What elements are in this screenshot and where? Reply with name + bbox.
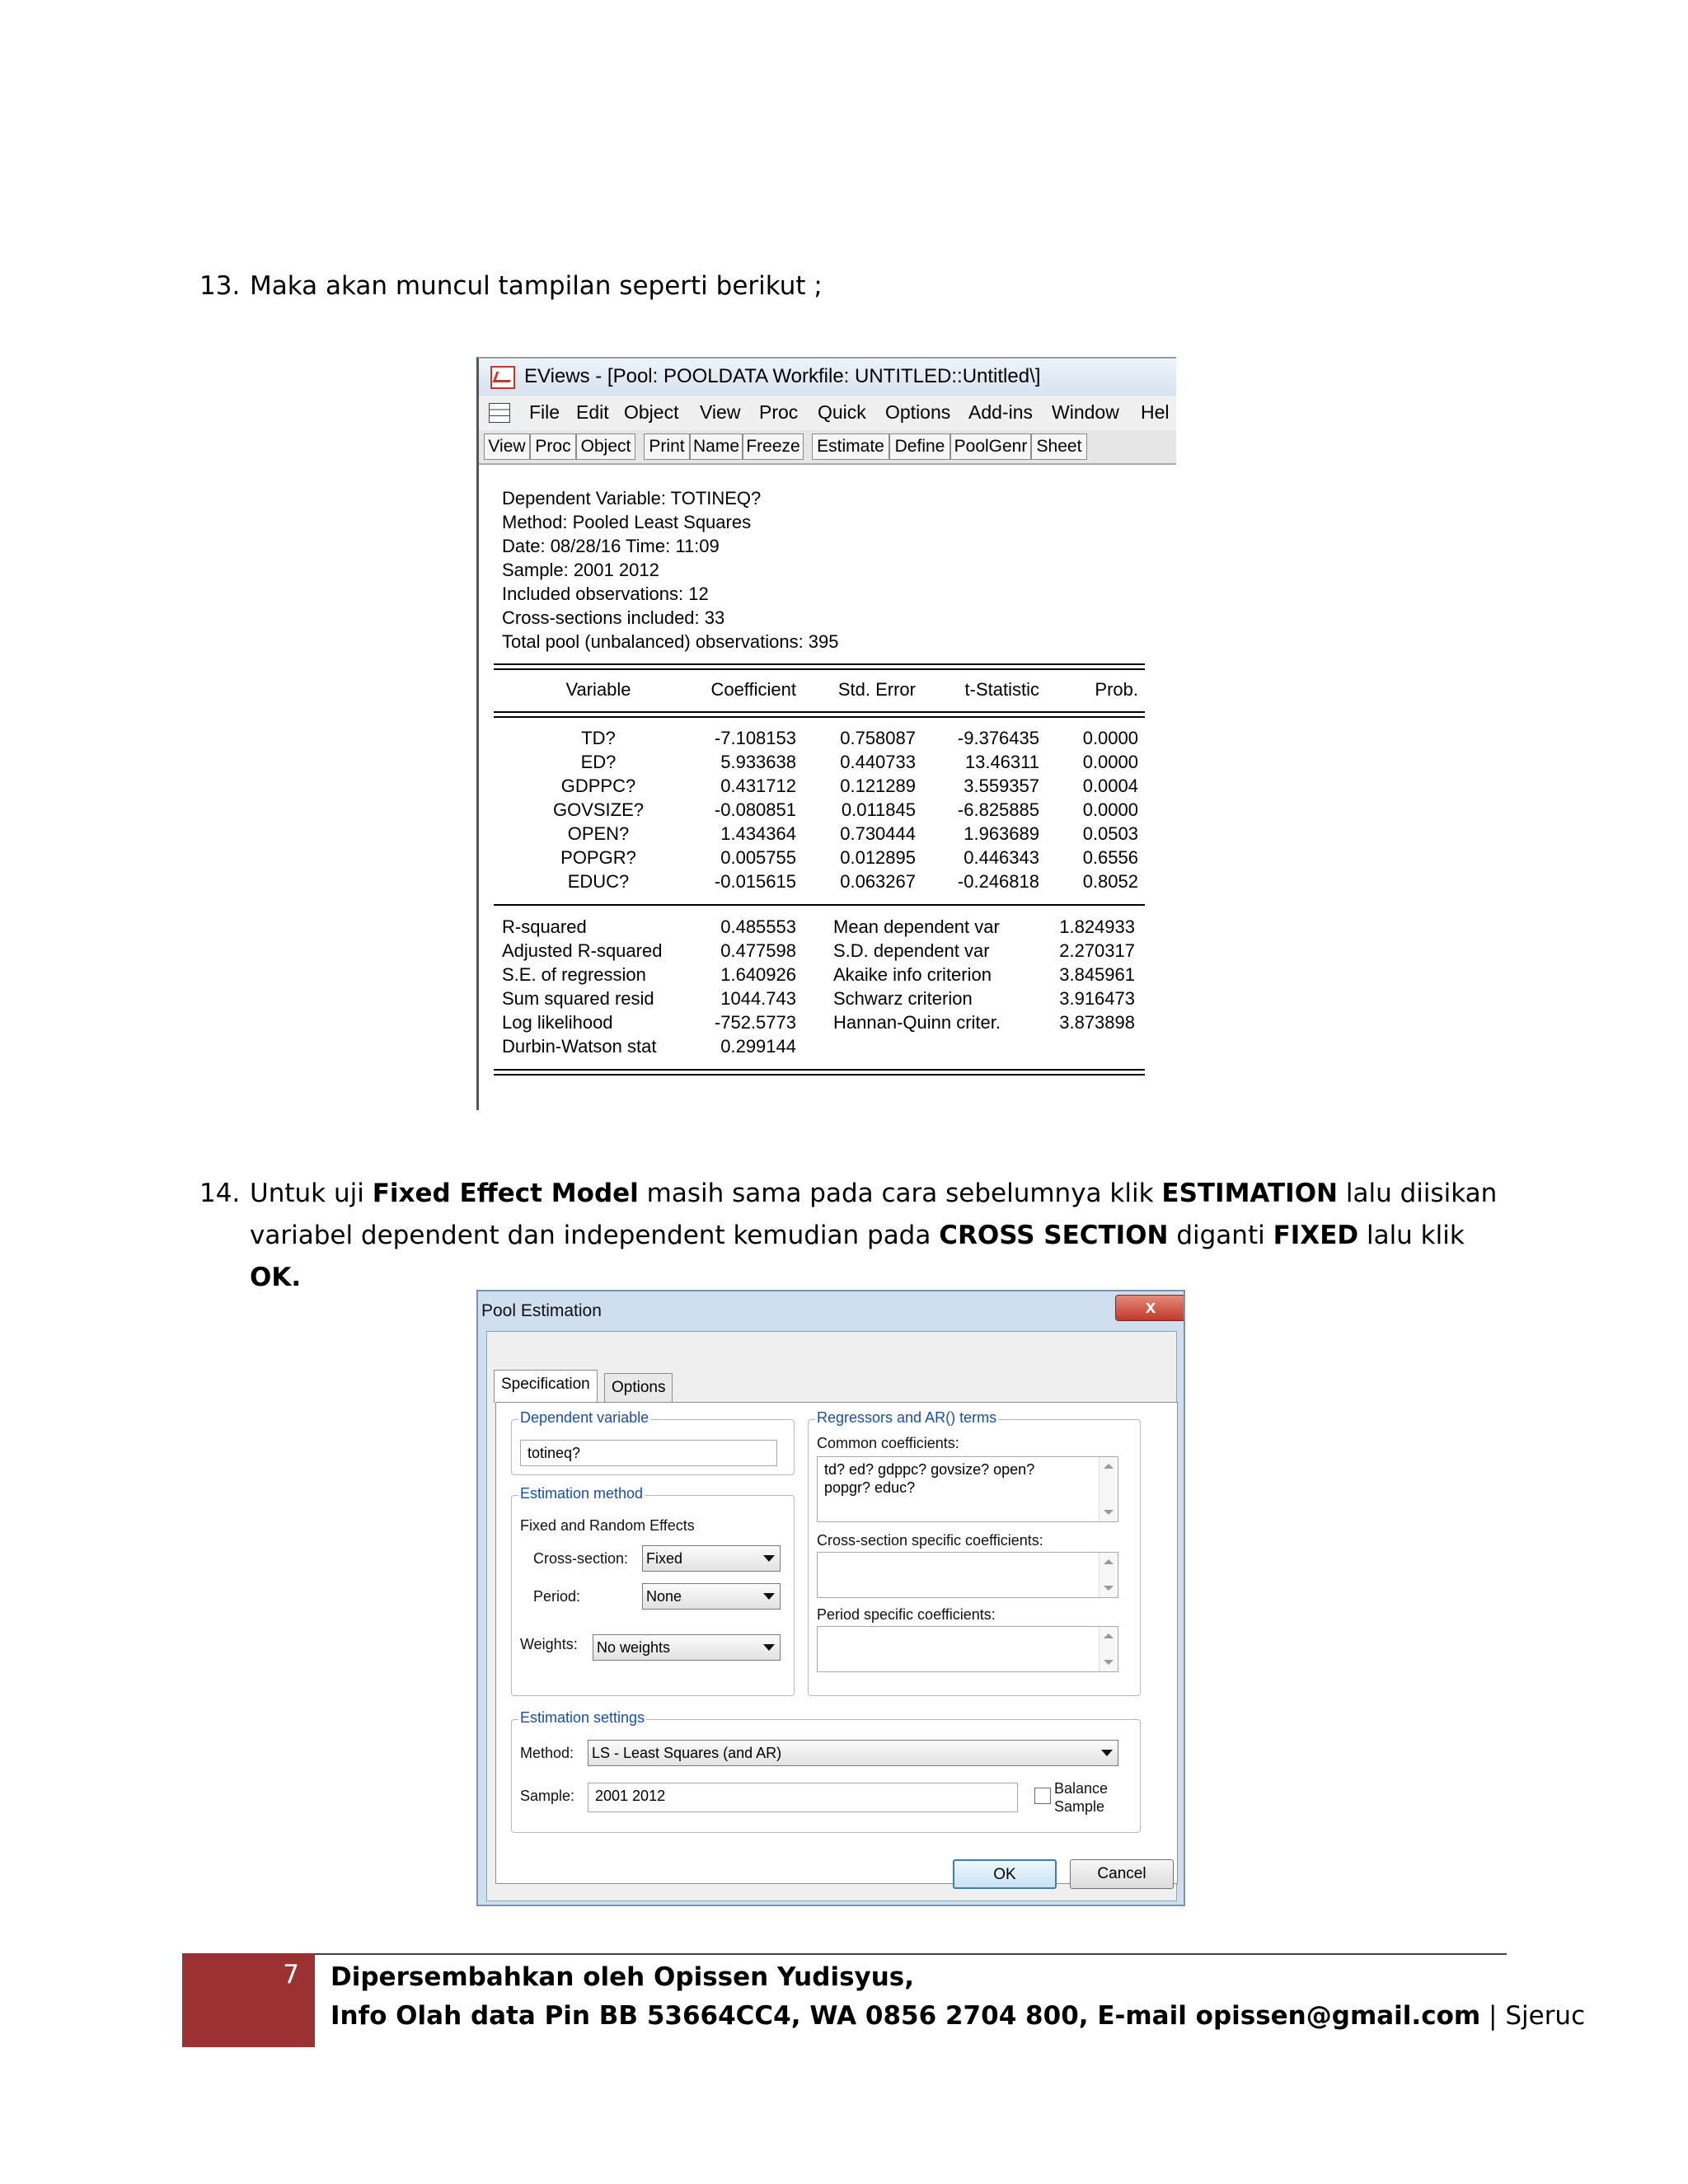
method-select[interactable] [588,1740,1118,1766]
chevron-down-icon [763,1644,775,1651]
table-cell: 0.121289 [840,776,916,796]
table-cell: GDPPC? [560,776,636,796]
stat-label: Durbin-Watson stat [502,1036,657,1057]
output-header-line: Date: 08/28/16 Time: 11:09 [502,536,720,556]
stat-label: S.D. dependent var [833,940,990,961]
common-coefficients-line: td? ed? gdppc? govsize? open? [824,1461,1035,1478]
eviews-toolbar [479,430,1176,465]
table-cell: TD? [581,728,616,748]
stat-value: 1044.743 [720,988,796,1009]
cross-section-select[interactable] [642,1545,781,1572]
table-cell: 0.758087 [840,728,916,748]
window-icon [489,403,510,423]
regressors-group [808,1409,1141,1696]
menu-edit[interactable]: Edit [576,401,609,423]
method-label: Method: [520,1745,574,1761]
table-cell: -0.246818 [957,871,1039,892]
chevron-down-icon [763,1593,775,1600]
stat-value: -752.5773 [714,1012,796,1033]
scrollbar[interactable] [1099,1553,1118,1597]
cross-section-specific-label: Cross-section specific coefficients: [817,1532,1043,1549]
table-cell: OPEN? [567,823,630,844]
menu-window[interactable]: Window [1052,401,1119,423]
cross-section-specific-input[interactable] [817,1552,1118,1598]
estimation-settings-group [511,1709,1141,1833]
toolbar-poolgenr-button[interactable]: PoolGenr [950,434,1031,460]
common-coefficients-line: popgr? educ? [824,1479,916,1496]
table-cell: 0.8052 [1082,871,1138,892]
eviews-menubar [479,396,1176,430]
stat-value: 3.845961 [1059,964,1135,985]
toolbar-estimate-button[interactable]: Estimate [812,434,889,460]
table-cell: -9.376435 [957,728,1039,748]
table-cell: -7.108153 [714,728,796,748]
specification-panel [495,1402,1178,1884]
estimation-method-label: Estimation method [520,1485,644,1502]
toolbar-object-button[interactable]: Object [576,434,635,460]
cross-section-value: Fixed [646,1550,683,1567]
cancel-button[interactable]: Cancel [1070,1859,1174,1889]
column-header-prob: Prob. [1095,679,1138,700]
footer-rule [315,1953,1507,1955]
scroll-up-icon [1104,1559,1114,1564]
stat-label: Schwarz criterion [833,988,973,1009]
dialog-title: Pool Estimation [481,1301,602,1320]
period-specific-input[interactable] [817,1626,1118,1672]
close-icon: x [1145,1296,1156,1317]
dependent-variable-label: Dependent variable [520,1409,649,1426]
method-value: LS - Least Squares (and AR) [592,1745,782,1761]
column-header-variable: Variable [565,679,631,700]
output-header-line: Cross-sections included: 33 [502,607,725,628]
column-header-std-error: Std. Error [837,679,916,700]
table-cell: 0.6556 [1082,847,1138,868]
table-cell: 5.933638 [720,752,796,772]
sample-label: Sample: [520,1788,575,1804]
close-button[interactable] [1115,1295,1185,1321]
table-cell: 0.011845 [841,799,916,820]
stat-value: 0.477598 [720,940,796,961]
sample-input[interactable] [588,1783,1018,1812]
table-cell: 1.963689 [964,823,1039,844]
scrollbar[interactable] [1099,1457,1118,1521]
table-cell: 0.0503 [1082,823,1138,844]
table-cell: -6.825885 [957,799,1039,820]
menu-options[interactable]: Options [885,401,951,423]
table-cell: GOVSIZE? [552,799,645,820]
step-13-number: 13. [199,271,241,301]
scroll-down-icon [1104,1660,1114,1665]
stat-label: S.E. of regression [502,964,646,985]
toolbar-freeze-button[interactable]: Freeze [743,434,804,460]
rule [494,663,1145,665]
toolbar-view-button[interactable]: View [484,434,530,460]
step-13 [199,265,1518,307]
pool-estimation-dialog [476,1290,1185,1906]
stat-value: 0.485553 [720,916,796,937]
eviews-titlebar [479,359,1176,396]
stat-value: 3.916473 [1059,988,1135,1009]
balance-sample-checkbox[interactable] [1034,1788,1051,1804]
chevron-down-icon [763,1555,775,1562]
output-header-line: Included observations: 12 [502,583,709,604]
period-select[interactable] [642,1583,781,1610]
stat-label: Log likelihood [502,1012,613,1033]
eviews-screenshot [476,357,1176,1110]
table-cell: 0.0000 [1082,752,1138,772]
estimation-method-group [511,1485,795,1696]
table-cell: POPGR? [560,847,636,868]
step-14-text: Untuk uji Fixed Effect Model masih sama pada cara sebelumnya klik ESTIMATION lalu diisikan variabel dependent dan independent kemudian pada CROSS SECTION diganti FIXED lalu klik OK. [250,1179,1498,1292]
stat-label: Sum squared resid [502,988,654,1009]
menu-view[interactable]: View [700,401,741,423]
period-label: Period: [533,1588,581,1605]
stat-value: 0.299144 [720,1036,796,1057]
weights-label: Weights: [520,1636,578,1652]
period-value: None [646,1588,682,1605]
tab-specification[interactable]: Specification [494,1370,598,1403]
stat-label: Hannan-Quinn criter. [833,1012,1001,1033]
stat-value: 1.640926 [720,964,796,985]
rule [494,668,1145,670]
table-cell: ED? [580,752,617,772]
toolbar-name-button[interactable]: Name [690,434,743,460]
menu-file[interactable]: File [529,401,560,423]
dependent-variable-group [511,1409,795,1475]
rule [494,1074,1145,1076]
rule [494,716,1145,718]
toolbar-proc-button[interactable]: Proc [530,434,576,460]
menu-object[interactable]: Object [624,401,679,423]
chevron-down-icon [1101,1750,1113,1756]
table-cell: 0.446343 [964,847,1039,868]
toolbar-define-button[interactable]: Define [889,434,950,460]
table-cell: -0.080851 [714,799,796,820]
toolbar-print-button[interactable]: Print [644,434,690,460]
table-cell: 0.0004 [1082,776,1138,796]
eviews-title: EViews - [Pool: POOLDATA Workfile: UNTITLED::Untitled\] [524,365,1041,387]
scroll-up-icon [1104,1633,1114,1638]
estimation-settings-label: Estimation settings [520,1709,645,1726]
common-coefficients-label: Common coefficients: [817,1435,959,1451]
table-cell: 0.063267 [840,871,916,892]
common-coefficients-input[interactable] [817,1456,1118,1522]
scrollbar[interactable] [1099,1627,1118,1671]
output-header-line: Sample: 2001 2012 [502,560,659,580]
menu-add-ins[interactable]: Add-ins [968,401,1033,423]
footer-line-2: Info Olah data Pin BB 53664CC4, WA 0856 2704 800, E-mail opissen@gmail.com | Sjeruc [331,2001,1586,2031]
column-header-t-statistic: t-Statistic [964,679,1039,700]
step-14 [199,1173,1518,1299]
table-cell: EDUC? [567,871,630,892]
stat-label: Akaike info criterion [833,964,992,985]
menu-quick[interactable]: Quick [818,401,866,423]
eviews-logo-icon [490,366,515,389]
scroll-up-icon [1104,1464,1114,1469]
stat-label: R-squared [502,916,587,937]
stat-value: 3.873898 [1059,1012,1135,1033]
table-cell: 0.440733 [840,752,916,772]
step-14-number: 14. [199,1179,241,1208]
table-cell: 0.730444 [840,823,916,844]
fixed-random-effects-label: Fixed and Random Effects [520,1517,695,1534]
page-number: 7 [283,1960,299,1990]
regressors-label: Regressors and AR() terms [817,1409,997,1426]
rule [494,1069,1145,1071]
stat-value: 1.824933 [1059,916,1135,937]
scroll-down-icon [1104,1510,1114,1515]
table-cell: 13.46311 [964,752,1039,772]
table-cell: 0.0000 [1082,728,1138,748]
stat-label: Mean dependent var [833,916,1000,937]
table-cell: 0.431712 [720,776,796,796]
balance-sample-label: Balance Sample [1054,1780,1109,1815]
scroll-down-icon [1104,1586,1114,1591]
footer-line-1: Dipersembahkan oleh Opissen Yudisyus, [331,1962,915,1992]
dependent-variable-input[interactable]: totineq? [520,1440,777,1466]
table-cell: 1.434364 [720,823,796,844]
weights-value: No weights [597,1639,671,1656]
cross-section-label: Cross-section: [533,1550,629,1567]
stat-label: Adjusted R-squared [502,940,663,961]
menu-help[interactable]: Hel [1141,401,1170,423]
menu-proc[interactable]: Proc [759,401,799,423]
stat-value: 2.270317 [1059,940,1135,961]
step-13-text: Maka akan muncul tampilan seperti berikut ; [250,271,823,301]
table-cell: 0.0000 [1082,799,1138,820]
output-header-line: Dependent Variable: TOTINEQ? [502,488,762,509]
period-specific-label: Period specific coefficients: [817,1606,996,1623]
table-cell: 0.012895 [840,847,916,868]
weights-select[interactable] [593,1634,781,1661]
table-cell: 3.559357 [964,776,1039,796]
ok-button[interactable]: OK [953,1859,1057,1889]
toolbar-sheet-button[interactable]: Sheet [1031,434,1087,460]
rule [494,711,1145,713]
tab-options[interactable]: Options [604,1373,673,1403]
dialog-client [486,1331,1177,1901]
table-cell: -0.015615 [714,871,796,892]
table-cell: 0.005755 [720,847,796,868]
column-header-coefficient: Coefficient [710,679,796,700]
sample-value: 2001 2012 [595,1788,666,1804]
rule [494,904,1145,906]
output-header-line: Total pool (unbalanced) observations: 395 [502,631,839,652]
output-header-line: Method: Pooled Least Squares [502,512,752,532]
